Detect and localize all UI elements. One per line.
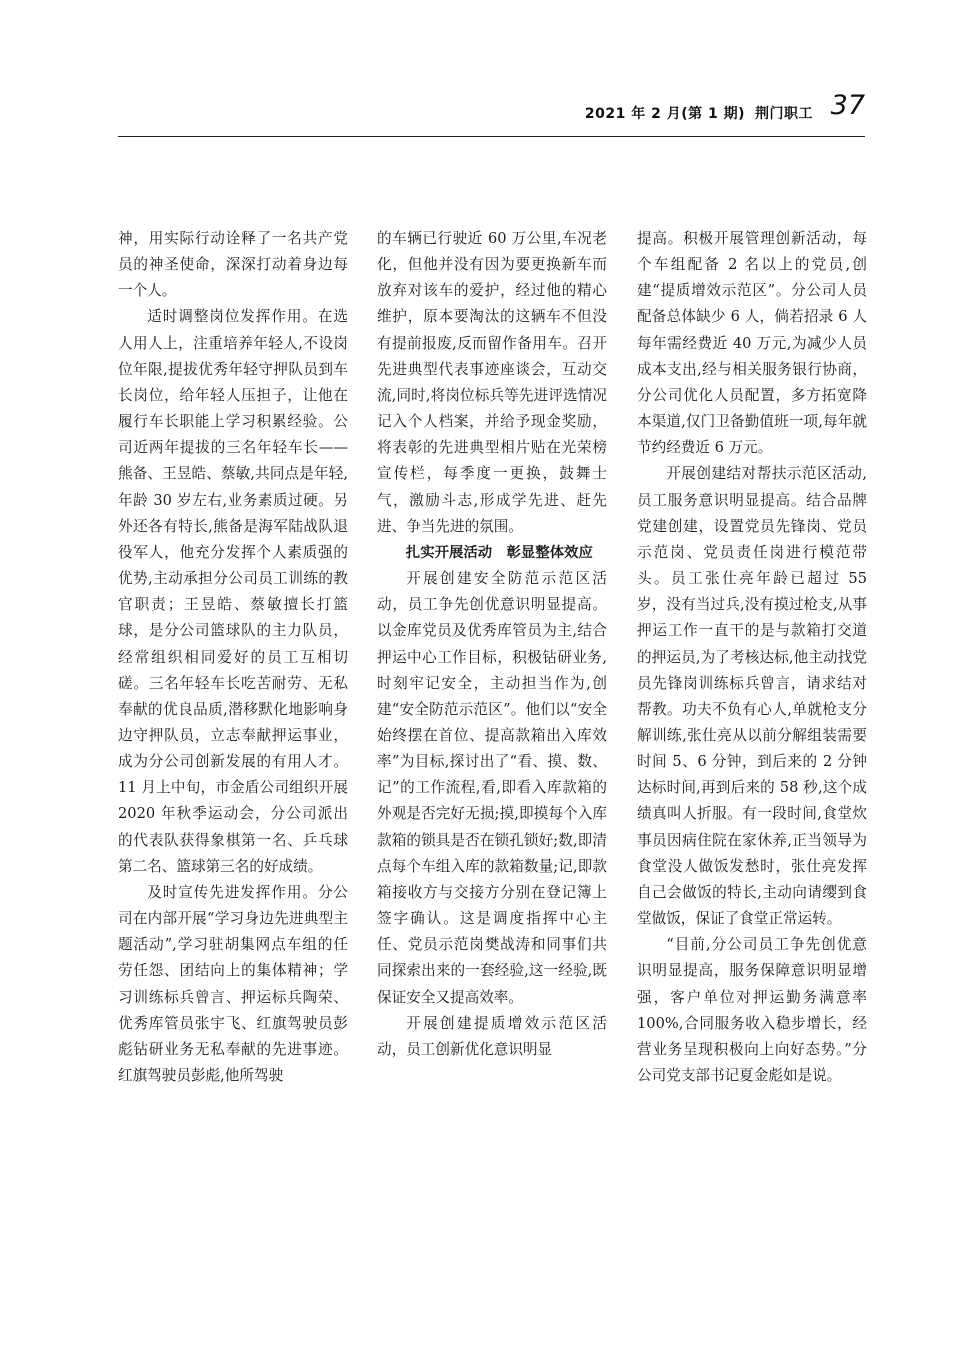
- page-header: [118, 92, 865, 137]
- text-column-1: [118, 226, 348, 1089]
- issue-date: 2021 年 2 月(第 1 期): [584, 106, 745, 122]
- paragraph: 提高。积极开展管理创新活动，每个车组配备 2 名以上的党员,创建“提质增效示范区”。分公司人员配备总体缺少 6 人，倘若招录 6 人每年需经费近 40 万元,为减少人员成本支出,经与相关服务银行协商，分公司优化人员配置，多方拓宽降本渠道,仅门卫备勤值班一项,每年就节约经费近 6 万元。: [637, 230, 867, 457]
- paragraph: 开展创建结对帮扶示范区活动,员工服务意识明显提高。结合品牌党建创建，设置党员先锋岗、党员示范岗、党员责任岗进行模范带头。员工张仕亮年龄已超过 55 岁，没有当过兵,没有摸过枪支,从事押运工作一直干的是与款箱打交道的押运员,为了考核达标,他主动找党员先锋岗训练标兵曾言，请求结对帮教。功夫不负有心人,单就枪支分解训练,张仕亮从以前分解组装需要时间 5、6 分钟，到后来的 2 分钟达标时间,再到后来的 58 秒,这个成绩真叫人折服。有一段时间,食堂炊事员因病住院在家休养,正当领导为食堂没人做饭发愁时，张仕亮发挥自己会做饭的特长,主动向请缨到食堂做饭，保证了食堂正常运转。: [637, 465, 867, 928]
- paragraph: 开展创建提质增效示范区活动，员工创新优化意识明显: [377, 1014, 607, 1058]
- paragraph: 神，用实际行动诠释了一名共产党员的神圣使命，深深打动着身边每一个人。: [118, 230, 348, 300]
- section-heading: 扎实开展活动 彰显整体效应: [405, 544, 593, 561]
- running-head: [585, 103, 813, 123]
- page-number: 37: [830, 90, 865, 121]
- text-column-2: [377, 226, 607, 1063]
- paragraph: 的车辆已行驶近 60 万公里,车况老化，但他并没有因为要更换新车而放弃对该车的爱护，经过他的精心维护，原本要淘汰的这辆车不但没有提前报废,反而留作备用车。召开先进典型代表事迹座谈会，互动交流,同时,将岗位标兵等先进评选情况记入个人档案，并给予现金奖励，将表彰的先进典型相片贴在光荣榜宣传栏，每季度一更换，鼓舞士气，激励斗志,形成学先进、赶先进、争当先进的氛围。: [377, 230, 607, 535]
- journal-name: 荆门职工: [755, 106, 813, 122]
- paragraph: “目前,分公司员工争先创优意识明显提高，服务保障意识明显增强，客户单位对押运勤务满意率 100%,合同服务收入稳步增长，经营业务呈现积极向上向好态势。”分公司党支部书记夏金彪如是说。: [637, 936, 867, 1084]
- text-column-3: [637, 226, 867, 1089]
- paragraph: 适时调整岗位发挥作用。在选人用人上，注重培养年轻人,不设岗位年限,提拔优秀年轻守押队员到车长岗位，给年轻人压担子，让他在履行车长职能上学习积累经验。公司近两年提拔的三名年轻车长——熊备、王昱皓、蔡敏,共同点是年轻,年龄 30 岁左右,业务素质过硬。另外还各有特长,熊备是海军陆战队退役军人，他充分发挥个人素质强的优势,主动承担分公司员工训练的教官职责；王昱皓、蔡敏擅长打篮球，是分公司篮球队的主力队员，经常组织相同爱好的员工互相切磋。三名年轻车长吃苦耐劳、无私奉献的优良品质,潜移默化地影响身边守押队员，立志奉献押运事业，成为分公司创新发展的有用人才。11 月上中旬，市金盾公司组织开展 2020 年秋季运动会，分公司派出的代表队获得象棋第一名、乒乓球第二名、篮球第三名的好成绩。: [118, 308, 348, 875]
- paragraph: 开展创建安全防范示范区活动，员工争先创优意识明显提高。以金库党员及优秀库管员为主,结合押运中心工作目标，积极钻研业务,时刻牢记安全，主动担当作为,创建“安全防范示范区”。他们以“安全始终摆在首位、提高款箱出入库效率”为目标,探讨出了“看、摸、数、记”的工作流程,看,即看入库款箱的外观是否完好无损;摸,即摸每个入库款箱的锁具是否在锁孔锁好;数,即清点每个车组入库的款箱数量;记,即款箱接收方与交接方分别在登记簿上签字确认。这是调度指挥中心主任、党员示范岗樊战涛和同事们共同探索出来的一套经验,这一经验,既保证安全又提高效率。: [377, 570, 607, 1006]
- paragraph: 及时宣传先进发挥作用。分公司在内部开展“学习身边先进典型主题活动”,学习驻胡集网点车组的任劳任怨、团结向上的集体精神；学习训练标兵曾言、押运标兵陶荣、优秀库管员张宇飞、红旗驾驶员彭彪钻研业务无私奉献的先进事迹。红旗驾驶员彭彪,他所驾驶: [118, 883, 348, 1084]
